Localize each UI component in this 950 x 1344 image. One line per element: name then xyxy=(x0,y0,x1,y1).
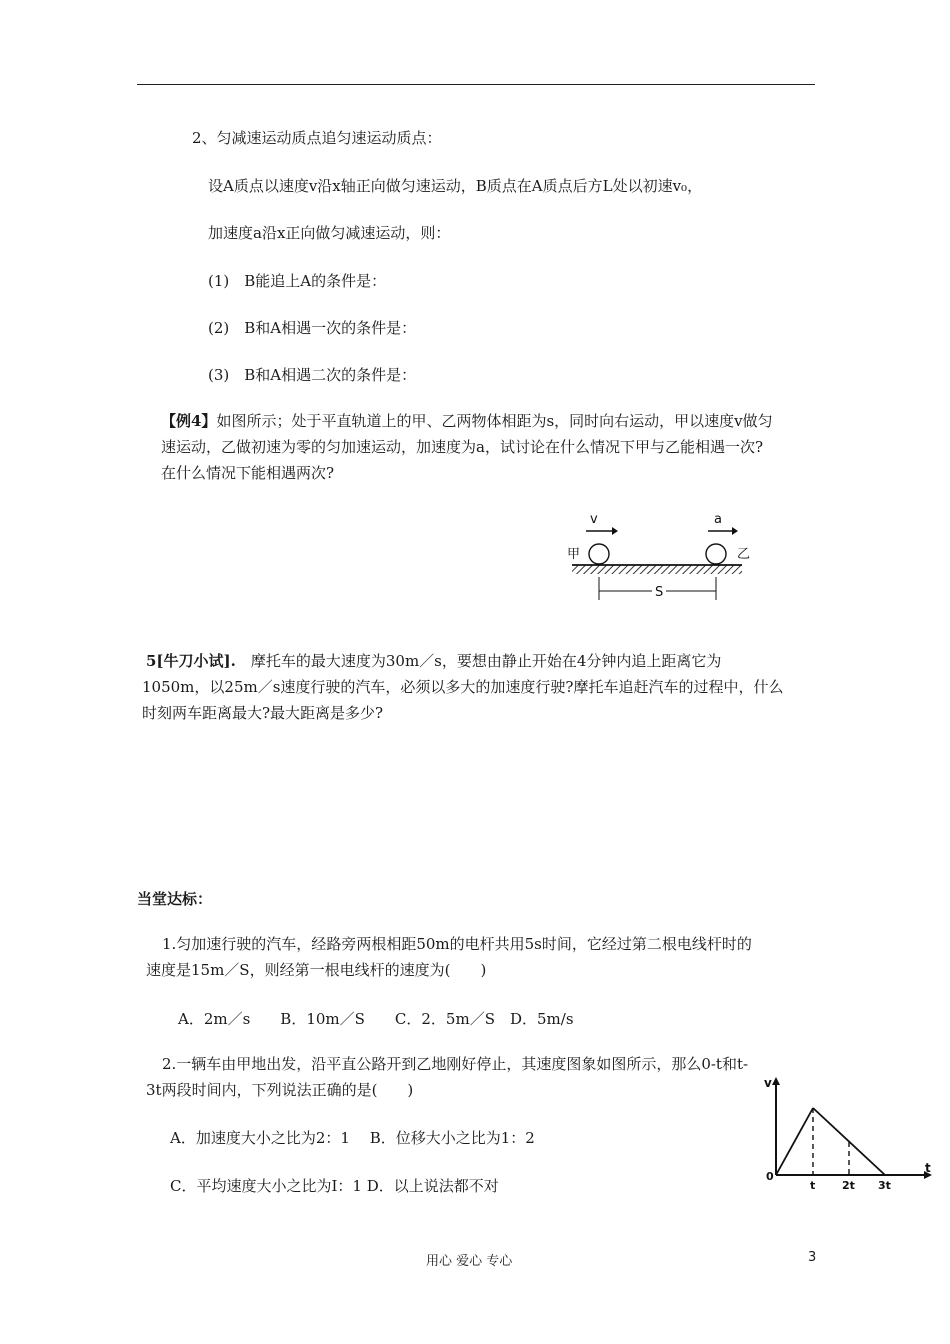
paragraph-line: 加速度a沿x正向做匀减速运动，则： xyxy=(208,224,451,242)
trial-5-line3: 时刻两车距离最大?最大距离是多少? xyxy=(142,704,384,722)
arrow-head-left xyxy=(612,527,618,535)
ground-hatch xyxy=(572,565,742,574)
arrow-label-a: a xyxy=(714,512,722,527)
page-number: 3 xyxy=(808,1250,817,1265)
object-yi-circle xyxy=(706,544,726,564)
tick-t: t xyxy=(810,1179,816,1192)
question-2-line1: 2.一辆车由甲地出发，沿平直公路开到乙地刚好停止，其速度图象如图所示，那么0-t和t- xyxy=(162,1055,749,1073)
trial-tag: 5[牛刀小试]. xyxy=(146,652,236,670)
trial-text: 摩托车的最大速度为30m／s，要想由静止开始在4分钟内追上距离它为 xyxy=(250,652,722,670)
arrow-label-v: v xyxy=(590,512,598,527)
origin-label: 0 xyxy=(766,1170,774,1183)
practice-heading: 当堂达标： xyxy=(137,890,213,908)
trial-5-line1 xyxy=(146,650,721,672)
question-1-options: A．2m／s B．10m／S C．2．5m／S D．5m/s xyxy=(178,1010,574,1028)
object-jia-circle xyxy=(589,544,609,564)
tick-3t: 3t xyxy=(878,1179,891,1192)
question-2-options-cd: C．平均速度大小之比为I：1 D．以上说法都不对 xyxy=(170,1177,499,1195)
example-text: 如图所示；处于平直轨道上的甲、乙两物体相距为s，同时向右运动，甲以速度v做匀 xyxy=(216,412,773,430)
section-heading: 2、匀减速运动质点追匀速运动质点： xyxy=(192,129,442,147)
example-4-line1 xyxy=(161,410,773,432)
question-1-line1: 1.匀加速行驶的汽车，经路旁两根相距50m的电杆共用5s时间，它经过第二根电线杆时的 xyxy=(162,935,752,953)
condition-item-2: (2) B和A相遇一次的条件是： xyxy=(208,319,417,337)
footer-motto: 用心 爱心 专心 xyxy=(426,1254,513,1269)
condition-item-3: (3) B和A相遇二次的条件是： xyxy=(208,366,417,384)
question-2-options-ab: A．加速度大小之比为2：1 B．位移大小之比为1：2 xyxy=(170,1129,535,1147)
velocity-time-graph xyxy=(758,1075,938,1195)
paragraph-line: 设A质点以速度v沿x轴正向做匀速运动，B质点在A质点后方L处以初速v₀， xyxy=(208,177,703,195)
object-label-jia: 甲 xyxy=(567,547,581,562)
track-figure xyxy=(560,505,760,605)
tick-2t: 2t xyxy=(842,1179,855,1192)
trial-5-line2: 1050m，以25m／s速度行驶的汽车，必须以多大的加速度行驶?摩托车追赶汽车的过程中，什么 xyxy=(142,678,784,696)
object-label-yi: 乙 xyxy=(737,547,751,562)
y-axis-arrow xyxy=(772,1077,780,1085)
condition-item-1: (1) B能追上A的条件是： xyxy=(208,272,387,290)
example-4-line3: 在什么情况下能相遇两次? xyxy=(161,464,335,482)
example-4-line2: 速运动，乙做初速为零的匀加速运动，加速度为a，试讨论在什么情况下甲与乙能相遇一次? xyxy=(161,438,763,456)
question-2-line2: 3t两段时间内，下列说法正确的是( ) xyxy=(146,1081,414,1099)
example-tag: 【例4】 xyxy=(161,412,217,430)
question-1-line2: 速度是15m／S，则经第一根电线杆的速度为( ) xyxy=(146,961,487,979)
distance-label: S xyxy=(655,585,664,600)
y-axis-label: v xyxy=(764,1076,772,1090)
x-axis-label: t xyxy=(925,1161,931,1175)
accel-segment xyxy=(776,1108,813,1175)
header-rule xyxy=(137,84,815,85)
arrow-head-right xyxy=(732,527,738,535)
